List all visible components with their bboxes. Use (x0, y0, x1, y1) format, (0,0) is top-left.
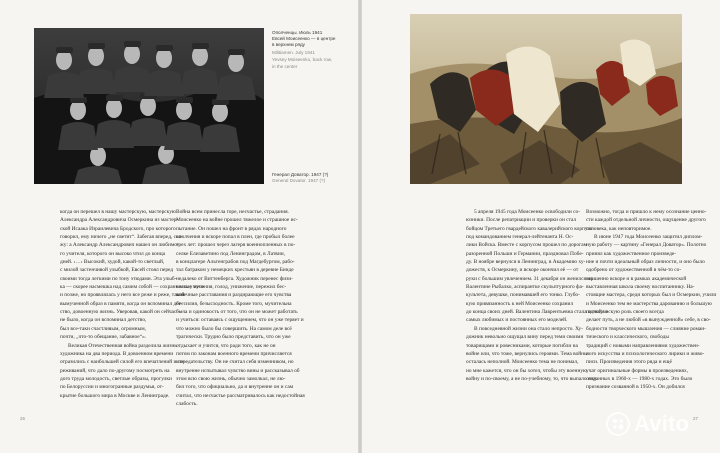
text-line: Великая Отечественная война разделила жизнь (68, 342, 177, 349)
caption-ru-line-1: Ополченцы. Июль 1941 (272, 30, 323, 35)
text-line: почти, „что-то обещание, забавное“». (60, 334, 147, 341)
text-line: стоящие мастера, среди которых был и Осмеркин, учили (586, 292, 717, 299)
text-line: Александра Александровича Осмеркина из мастер- (60, 217, 179, 224)
text-line: делает путь, а не любой «в вынужденной» себе, в сво- (586, 317, 711, 324)
page-number-right: 27 (693, 416, 698, 421)
caption-en-line-2: Yevsey Moiseenko, back row, (272, 56, 333, 62)
painting-caption-ru: Генерал Доватор. 1947 (?) (272, 172, 329, 177)
text-line: не было, когда он вспоминал детство, (60, 317, 147, 324)
text-line: самых любимых и постоянных его моделей. (466, 317, 568, 324)
text-line: Валентине Рыбалко, аспирантке скульптурного фа- (466, 284, 584, 291)
text-line: ние и почти идеальный образ личности, и оно было (586, 259, 705, 266)
watermark-text: Avito (634, 411, 690, 436)
text-line: Моисеенко на войне прошел тяжелое и страшное ис- (176, 217, 298, 224)
right-column-1 (466, 208, 609, 383)
text-line: отдыхает и учится, что ради того, как не он (176, 342, 276, 349)
text-line: Война всем принесла горе, несчастье, страдания. (176, 209, 289, 215)
text-line: с милой застенчивой улыбкой, Евсей стоял перед (60, 267, 174, 274)
text-line: в концлагере Альтенграбов под Магдебургом, рабо- (176, 259, 295, 266)
text-line: юзники. После репатриации и проверки он стал (466, 217, 577, 224)
text-line: лики Войска. Вместе с корпусом прошел по дорогам (466, 242, 588, 249)
text-line: сти каждой отдельной личности, ощущение другого (586, 217, 706, 224)
text-line: тал батраком у немецких крестьян в деревне Бинде (176, 267, 294, 274)
text-line: до конца своих дней. Валентина Лаврентьевна стала одной из (466, 309, 609, 316)
text-line: войне или, что тоже, вернулись героями. Тема войны (466, 350, 588, 357)
text-line: ческие мучения, голод, унижение, пережил бес- (176, 284, 287, 291)
text-line: селке Елизаветино под Ленинградом, в Латвии, (176, 250, 285, 257)
text-line: Возможно, тогда и пришло к нему осознание ценно- (586, 209, 707, 215)
painting-caption (272, 172, 352, 184)
text-line: человека, как неповторимое. (586, 225, 652, 232)
left-column-2 (176, 208, 305, 408)
text-line: дней. ‹…› Высокий, худой, какой-то светлый, (60, 259, 165, 266)
text-line: 5 апреля 1945 года Моисеенко освободили со- (474, 209, 580, 215)
text-line: но мне кажется, что он бы хотел, чтобы эту военную (466, 367, 588, 374)
painting-caption-en: General Dovator. 1947 (?) (272, 178, 326, 184)
text-line: художника на два периода. В довоенном времени (60, 350, 174, 357)
text-line: В повседневной жизни она стало непросто. Ху- (474, 325, 584, 332)
text-line: потом по законам военного времени причисляется (176, 350, 292, 357)
text-line: и Моисеенко тем не мастерства дарованию и большую (586, 300, 712, 307)
text-line: выставленная школа своему воспитаннику. На- (586, 284, 695, 291)
text-line: реживаний, что дало по-другому посмотреть на (60, 367, 170, 374)
general-dovator-painting (410, 14, 682, 184)
text-line: бил того, что официально, да и внутренне он и сам (176, 384, 294, 391)
text-line: конечные расставания и раздирающие его чувства (176, 292, 292, 299)
page-number-left: 26 (20, 416, 25, 421)
text-line: и учиться: оставаясь с ощущением, что он уже теряет и (176, 317, 304, 324)
text-line: своими тогда легкими по тону этюдами. Эта улыб- (60, 275, 177, 282)
text-line: что можно было бы совершить. На самом деле всё (176, 325, 292, 332)
text-line: ду. В ноябре вернулся в Ленинград, в Академию ху- (466, 259, 586, 266)
text-line: разоренной Польши и Германии, праздновал Побе- (466, 250, 584, 257)
text-line: учат оригинальные формы в произведениях, (586, 367, 689, 374)
text-line: писи. Произведения этого ряда и ещё (586, 359, 672, 366)
text-line: дожеств, к Осмеркину, и вскоре окончил её — от (466, 267, 579, 274)
text-line: культета, девушке, понимавшей его тонко. Глубо- (466, 292, 580, 299)
text-line: трагически. Трудно было представить, что он уже (176, 334, 291, 341)
text-line: В июне 1947 года Моисеенко защитил диплом- (594, 234, 703, 241)
caption-ru-line-2: Евсей Моисеенко — в центре (272, 36, 336, 42)
militia-group-photo (34, 28, 264, 184)
text-line: внутренне испытывал чувство вины и рассказывал об (176, 367, 300, 374)
text-line: руки с большим увлечением. 31 декабря он женился на (466, 275, 593, 282)
photo-caption (272, 30, 352, 70)
text-line: отразились с наибольшей силой его впечатлений и пе- (60, 359, 185, 366)
text-line: по творческую роль своего всегда (586, 309, 664, 316)
text-line: по Белоруссии и многогранные раздумья, от- (60, 384, 164, 391)
text-line: одобрено от художественной в чём-то со- (586, 267, 682, 274)
text-line: бойцом Третьего гвардейского кавалерийского корпуса (466, 225, 593, 232)
avito-logo-icon (606, 412, 630, 436)
text-line: тического и классического, свободы (586, 334, 670, 341)
text-line: под командованием генерал-лейтенанта Н. Ос- (466, 234, 574, 241)
text-line: крытие большого мира в Москве и Ленинграде. (60, 392, 170, 399)
text-line: трех лет: прошел через лагеря военнопленных в по- (176, 242, 296, 249)
text-line: дожник невольно ощущал вину перед теми своими (466, 334, 584, 341)
right-column-2 (586, 208, 717, 392)
caption-en-line-3: in the center (272, 64, 298, 70)
text-line: кую привязанность к ней Моисеенко сохранил (466, 300, 574, 307)
text-line: признание созванной в 1950-х. Он добился (586, 384, 685, 391)
text-line: к предательству. Он не считал себя изменником, но (176, 359, 294, 366)
text-line: ка — скорее насмешка над самим собой — сохранилась у него (60, 284, 204, 291)
text-line: бессилия, безысходность. Кроме того, мучительна (176, 300, 292, 307)
text-line: ство, довоенную жизнь. Уверовав, какой он сейчас — (60, 309, 184, 316)
text-line: ного искусства и психологического лирики и живо- (586, 350, 705, 357)
text-line: осталась неполной. Моисеенко тема не понимал, (466, 359, 579, 366)
text-line: принял как художественное произведе- (586, 250, 677, 257)
caption-en-line-1: Militiamen. July 1941 (272, 49, 315, 55)
text-line: традиций с новыми направлениями художествен- (586, 342, 700, 349)
text-line: ополчения и вскоре попал в плен, где пробыл более (176, 234, 295, 241)
text-line: го учителя, которого он высоко чтил до конца (60, 250, 166, 257)
text-line: считал, что несчастье рассматривалось как недостойная (176, 392, 305, 399)
text-line: жу: а Александр Александрович нашел он любимо- (60, 242, 179, 249)
text-line: недалеко от Виттенберга. Художник перенес физи- (176, 275, 293, 282)
text-line: войну и по-своему, а не по-учебному, то, что выпало ему. (466, 375, 598, 382)
text-line: товарищами и ровесниками, которые погибли на (466, 342, 578, 349)
text-line: был все-таки счастливым, огромным, (60, 325, 146, 332)
avito-watermark (606, 411, 689, 437)
caption-ru-line-3: в верхнем ряду (272, 42, 305, 48)
text-line: слабость. (176, 400, 198, 407)
text-line: этом всю свою жизнь, обычно замолкал, не лю- (176, 375, 286, 382)
left-column-1 (60, 208, 204, 400)
text-line: и позже, но проявлялась у него все реже и реже, такой (60, 292, 185, 299)
text-line: была и одинокость от того, что он не может работать (176, 309, 298, 316)
text-line: пытание. Он пошел на фронт в рядах народного (176, 225, 287, 232)
text-line: вершенно вскоре и в рамках академической (586, 275, 687, 282)
text-line: созданных в 1960-х — 1980-х годах. Это было (586, 375, 693, 382)
text-line: дого труда молодость, светлые образы, прогулки (60, 375, 172, 382)
text-line: говорил, ему ничего „не светит“. Забегая вперед, ска- (60, 234, 183, 241)
text-line: вымученной образ в памяти, когда он вспоминал дет- (60, 300, 183, 307)
text-line: ской Исаака Израилевича Бродского, про которого (60, 225, 176, 232)
text-line: бодности творческого мышления — слияние роман- (586, 325, 706, 332)
text-line: когда он перешел в нашу мастерскую, мастерскую (60, 209, 176, 215)
text-line: ную работу — картину «Генерал Доватор». Полотно (586, 242, 707, 249)
